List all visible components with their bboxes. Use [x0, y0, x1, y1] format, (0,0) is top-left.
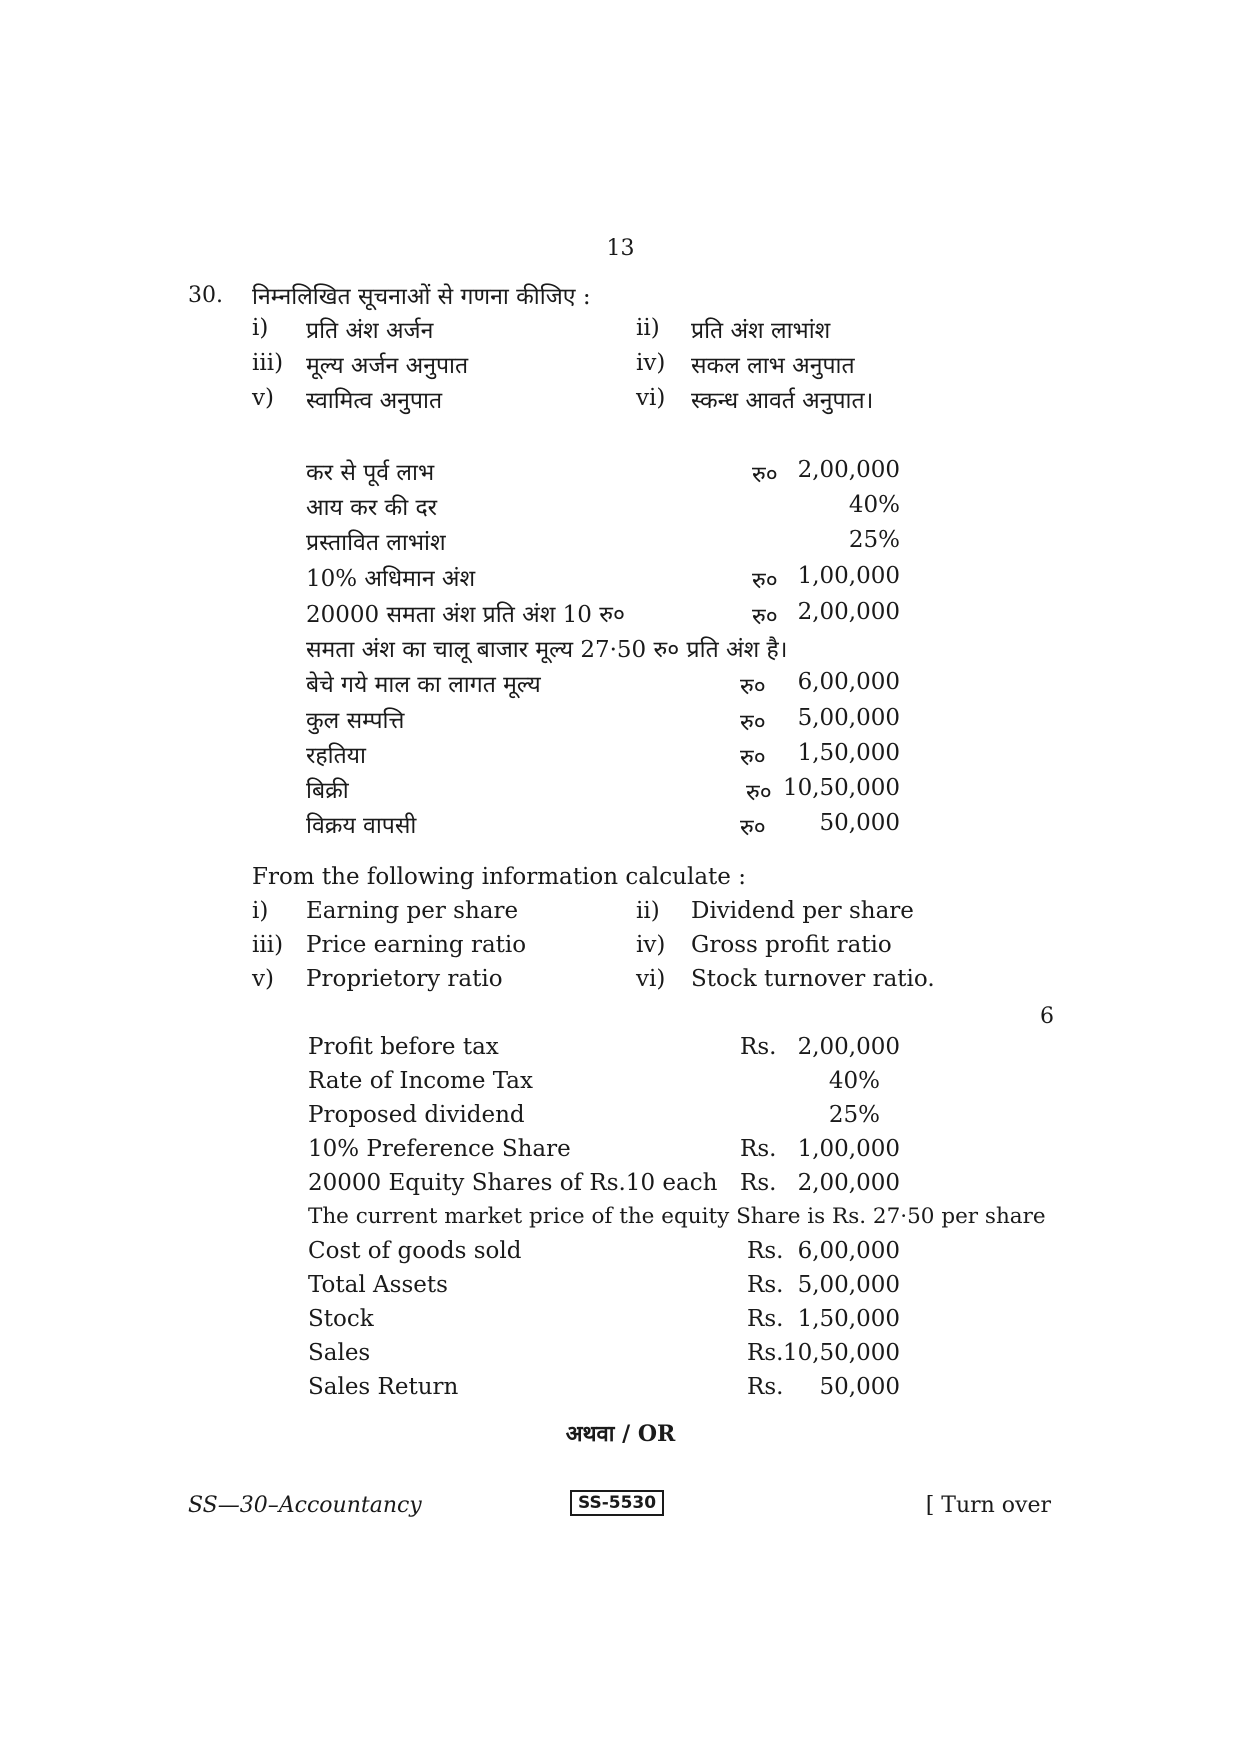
hindi-data-amount: 5,00,000	[797, 705, 900, 731]
english-item-text: Earning per share	[306, 898, 519, 924]
english-data-label: Total Assets	[308, 1272, 448, 1298]
english-item-text: Stock turnover ratio.	[691, 966, 935, 992]
english-data-amount: 1,50,000	[797, 1306, 900, 1332]
english-item-num: v)	[252, 966, 274, 992]
english-item-num: vi)	[636, 966, 666, 992]
english-data-amount: 2,00,000	[797, 1170, 900, 1196]
hindi-market-price: समता अंश का चालू बाजार मूल्य 27·50 रु० प्रति अंश है।	[306, 637, 788, 663]
english-data-label: Sales	[308, 1340, 371, 1366]
english-market-price: The current market price of the equity Share is Rs. 27·50 per share	[308, 1204, 1046, 1229]
or-separator: अथवा / OR	[565, 1421, 676, 1447]
english-item-num: iii)	[252, 932, 284, 958]
hindi-data-amount: 50,000	[819, 810, 900, 836]
hindi-data-label: 20000 समता अंश प्रति अंश 10 रु०	[306, 602, 625, 628]
question-number: 30.	[188, 283, 223, 308]
hindi-data-label: रहतिया	[306, 743, 366, 769]
english-item-num: i)	[252, 898, 269, 924]
hindi-item-num: iv)	[636, 350, 666, 376]
hindi-instruction: निम्नलिखित सूचनाओं से गणना कीजिए :	[252, 284, 591, 310]
english-data-amount: 10,50,000	[782, 1340, 900, 1366]
english-data-label: 20000 Equity Shares of Rs.10 each	[308, 1170, 718, 1196]
hindi-data-amount: 10,50,000	[782, 775, 900, 801]
hindi-data-label: बिक्री	[306, 778, 349, 804]
english-data-amount: 6,00,000	[797, 1238, 900, 1264]
english-data-label: Proposed dividend	[308, 1102, 525, 1128]
hindi-data-amount: 40%	[848, 492, 900, 518]
hindi-data-label: 10% अधिमान अंश	[306, 566, 476, 592]
hindi-item-text: स्वामित्व अनुपात	[306, 388, 443, 414]
hindi-data-label: बेचे गये माल का लागत मूल्य	[306, 672, 541, 698]
hindi-data-amount: 2,00,000	[797, 599, 900, 625]
english-item-num: iv)	[636, 932, 666, 958]
english-data-currency: Rs.	[740, 1170, 777, 1196]
page-number: 13	[606, 236, 635, 261]
hindi-data-amount: 1,50,000	[797, 740, 900, 766]
hindi-item-text: प्रति अंश लाभांश	[691, 318, 831, 344]
english-data-amount: 5,00,000	[797, 1272, 900, 1298]
hindi-item-num: iii)	[252, 350, 284, 376]
english-data-amount: 25%	[828, 1102, 880, 1128]
english-data-currency: Rs.	[747, 1272, 784, 1298]
english-item-text: Gross profit ratio	[691, 932, 892, 958]
english-data-amount: 1,00,000	[797, 1136, 900, 1162]
english-item-num: ii)	[636, 898, 660, 924]
english-data-label: Profit before tax	[308, 1034, 499, 1060]
hindi-item-num: ii)	[636, 315, 660, 341]
hindi-data-amount: 2,00,000	[797, 457, 900, 483]
english-data-amount: 50,000	[819, 1374, 900, 1400]
hindi-data-label: कुल सम्पत्ति	[306, 708, 405, 734]
hindi-item-text: सकल लाभ अनुपात	[691, 353, 855, 379]
english-data-label: Rate of Income Tax	[308, 1068, 533, 1094]
footer-paper-code: SS-5530	[570, 1490, 664, 1516]
hindi-item-text: मूल्य अर्जन अनुपात	[306, 353, 469, 379]
hindi-data-currency: रु०	[740, 745, 766, 771]
footer-subject: SS—30–Accountancy	[188, 1493, 422, 1518]
hindi-data-currency: रु०	[752, 604, 778, 630]
hindi-data-label: कर से पूर्व लाभ	[306, 460, 435, 486]
hindi-item-text: स्कन्ध आवर्त अनुपात।	[691, 388, 874, 414]
english-item-text: Dividend per share	[691, 898, 914, 924]
hindi-item-num: v)	[252, 385, 274, 411]
english-data-amount: 2,00,000	[797, 1034, 900, 1060]
english-instruction: From the following information calculate :	[252, 864, 746, 890]
hindi-data-label: आय कर की दर	[306, 495, 438, 521]
hindi-data-currency: रु०	[752, 462, 778, 488]
english-data-amount: 40%	[828, 1068, 880, 1094]
english-data-label: Cost of goods sold	[308, 1238, 522, 1264]
english-data-label: 10% Preference Share	[308, 1136, 571, 1162]
english-data-currency: Rs.	[747, 1340, 784, 1366]
english-item-text: Proprietory ratio	[306, 966, 503, 992]
hindi-item-num: i)	[252, 315, 269, 341]
english-data-label: Stock	[308, 1306, 374, 1332]
footer-turn-over: [ Turn over	[925, 1493, 1051, 1518]
english-data-currency: Rs.	[740, 1136, 777, 1162]
hindi-item-text: प्रति अंश अर्जन	[306, 318, 434, 344]
english-data-label: Sales Return	[308, 1374, 459, 1400]
hindi-data-currency: रु०	[740, 815, 766, 841]
hindi-data-amount: 1,00,000	[797, 563, 900, 589]
hindi-data-currency: रु०	[752, 568, 778, 594]
english-data-currency: Rs.	[747, 1306, 784, 1332]
hindi-data-amount: 25%	[848, 527, 900, 553]
english-data-currency: Rs.	[740, 1034, 777, 1060]
hindi-data-label: प्रस्तावित लाभांश	[306, 530, 446, 556]
hindi-item-num: vi)	[636, 385, 666, 411]
hindi-data-currency: रु०	[746, 780, 772, 806]
hindi-data-currency: रु०	[740, 710, 766, 736]
hindi-data-label: विक्रय वापसी	[306, 813, 417, 839]
hindi-data-currency: रु०	[740, 674, 766, 700]
hindi-data-amount: 6,00,000	[797, 669, 900, 695]
english-data-currency: Rs.	[747, 1374, 784, 1400]
marks: 6	[1040, 1004, 1054, 1029]
english-data-currency: Rs.	[747, 1238, 784, 1264]
english-item-text: Price earning ratio	[306, 932, 527, 958]
